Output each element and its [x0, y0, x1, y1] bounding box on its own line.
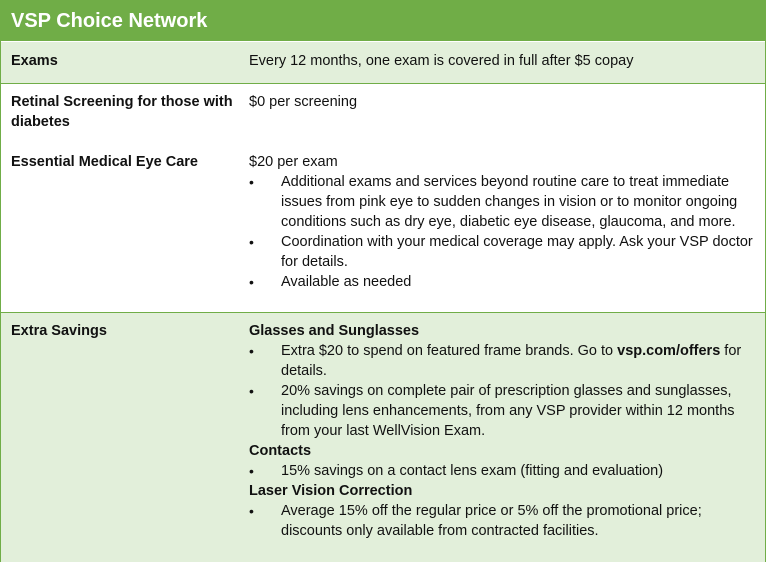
glasses-bullet-1 [281, 343, 741, 379]
list-item [249, 381, 757, 441]
row-label-extra: Extra Savings [11, 323, 107, 339]
table-row-exams [1, 42, 765, 84]
table-row-middle [1, 84, 765, 313]
row-value-exams: Every 12 months, one exam is covered in full after $5 copay [249, 53, 634, 69]
bullet-icon: • [249, 463, 254, 479]
medical-bullet-3: Available as needed [281, 274, 412, 290]
medical-bullet-1: Additional exams and services beyond routine care to treat immediate issues from pink eye to sudden changes in vision or to monitor ongoing conditions such as dry eye, diabetic eye disease, glaucoma, and more. [281, 174, 738, 230]
row-value-extra [249, 321, 757, 541]
bullet-icon: • [249, 274, 254, 290]
laser-heading: Laser Vision Correction [249, 483, 413, 499]
row-value-medical [249, 152, 757, 292]
laser-bullet-1: Average 15% off the regular price or 5% off the promotional price; discounts only available from contracted facilities. [281, 503, 702, 539]
bullet-icon: • [249, 174, 254, 190]
table-title: VSP Choice Network [1, 1, 765, 42]
list-item [249, 341, 757, 381]
list-item [249, 461, 757, 481]
glasses-bullet-1-text: Extra $20 to spend on featured frame brands. Go to [281, 343, 618, 359]
contacts-heading: Contacts [249, 443, 312, 459]
list-item [249, 501, 757, 541]
bullet-icon: • [249, 343, 254, 359]
list-item [249, 232, 757, 272]
list-item [249, 172, 757, 232]
medical-price: $20 per exam [249, 154, 338, 170]
row-label-retinal: Retinal Screening for those with diabetes [11, 94, 233, 130]
glasses-bullet-1-tail: for details. [281, 343, 742, 379]
list-item [249, 272, 757, 292]
glasses-heading: Glasses and Sunglasses [249, 323, 420, 339]
row-value-retinal: $0 per screening [249, 94, 358, 110]
contacts-bullet-1: 15% savings on a contact lens exam (fitting and evaluation) [281, 463, 664, 479]
bullet-icon: • [249, 234, 254, 250]
row-label-medical: Essential Medical Eye Care [11, 154, 198, 170]
row-label-exams: Exams [11, 53, 58, 69]
offers-link[interactable]: vsp.com/offers [617, 343, 721, 359]
table-row-extra-savings [1, 313, 765, 562]
medical-bullet-2: Coordination with your medical coverage may apply. Ask your VSP doctor for details. [281, 234, 753, 270]
glasses-bullet-2: 20% savings on complete pair of prescription glasses and sunglasses, including lens enhancements, from any VSP provider within 12 months from your last WellVision Exam. [281, 383, 735, 439]
bullet-icon: • [249, 383, 254, 399]
bullet-icon: • [249, 503, 254, 519]
